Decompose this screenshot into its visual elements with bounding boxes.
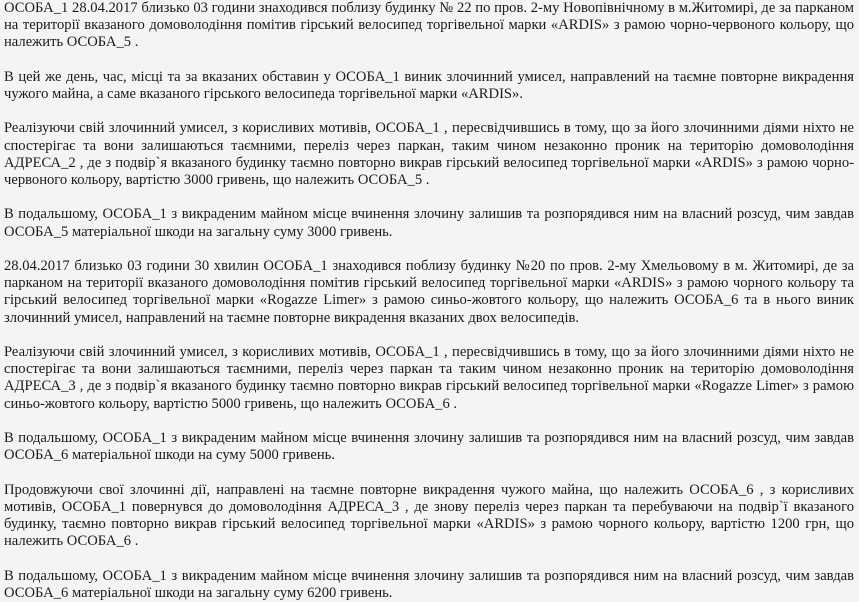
- document-body: [4, 0, 854, 602]
- paragraph-1: ОСОБА_1 28.04.2017 близько 03 години знаходився поблизу будинку № 22 по пров. 2-му Новопівнічному в м.Житомирі, де за парканом на території вказаного домоволодіння помітив гірський велосипед торгівельної марки «ARDIS» з рамою чорно-червоного кольору, що належить ОСОБА_5 .: [4, 0, 854, 51]
- paragraph-4: В подальшому, ОСОБА_1 з викраденим майном місце вчинення злочину залишив та розпорядився ним на власний розсуд, чим завдав ОСОБА_5 матеріальної шкоди на загальну суму 3000 гривень.: [4, 206, 854, 240]
- paragraph-7: В подальшому, ОСОБА_1 з викраденим майном місце вчинення злочину залишив та розпорядився ним на власний розсуд, чим завдав ОСОБА_6 матеріальної шкоди на суму 5000 гривень.: [4, 429, 854, 464]
- paragraph-6: Реалізуючи свій злочинний умисел, з корисливих мотивів, ОСОБА_1 , пересвідчившись в тому, що за його злочинними діями ніхто не спостерігає та вони залишаються таємними, переліз через паркан та таким чином незаконно проник на територію домоволодіння АДРЕСА_3 , де з подвір`я вказаного будинку таємно повторно викрав гірський велосипед торгівельної марки «Rogazze Limer» з рамою синьо-жовтого кольору, вартістю 5000 гривень, що належить ОСОБА_6 .: [4, 343, 854, 412]
- paragraph-3: Реалізуючи свій злочинний умисел, з корисливих мотивів, ОСОБА_1 , пересвідчившись в тому, що за його злочинними діями ніхто не спостерігає та вони залишаються таємними, переліз через паркан, таким чином незаконно проник на територію домоволодіння АДРЕСА_2 , де з подвір`я вказаного будинку таємно повторно викрав гірський велосипед торгівельної марки «ARDIS» з рамою чорно-червоного кольору, вартістю 3000 гривень, що належить ОСОБА_5 .: [4, 120, 854, 188]
- paragraph-2: В цей же день, час, місці та за вказаних обставин у ОСОБА_1 виник злочинний умисел, направлений на таємне повторне викрадення чужого майна, а саме вказаного гірського велосипеда торгівельної марки «ARDIS».: [4, 68, 854, 102]
- paragraph-9: В подальшому, ОСОБА_1 з викраденим майном місце вчинення злочину залишив та розпорядився ним на власний розсуд, чим завдав ОСОБА_6 матеріальної шкоди на загальну суму 6200 гривень.: [4, 567, 854, 601]
- paragraph-8: Продовжуючи свої злочинні дії, направлені на таємне повторне викрадення чужого майна, що належить ОСОБА_6 , з корисливих мотивів, ОСОБА_1 повернувся до домоволодіння АДРЕСА_3 , де знову переліз через паркан та перебуваючи на подвір`ї вказаного будинку, таємно повторно викрав гірський велосипед торгівельної марки «ARDIS» з рамою чорного кольору, вартістю 1200 грн, що належить ОСОБА_6 .: [4, 481, 854, 550]
- paragraph-5: 28.04.2017 близько 03 години 30 хвилин ОСОБА_1 знаходився поблизу будинку №20 по пров. 2-му Хмельовому в м. Житомирі, де за парканом на території вказаного домоволодіння помітив гірський велосипед торгівельної марки «ARDIS» з рамою чорного кольору та гірський велосипед торгівельної марки «Rogazze Limer» з рамою синьо-жовтого кольору, що належить ОСОБА_6 та в нього виник злочинний умисел, направлений на таємне повторне викрадення вказаних двох велосипедів.: [4, 257, 854, 326]
